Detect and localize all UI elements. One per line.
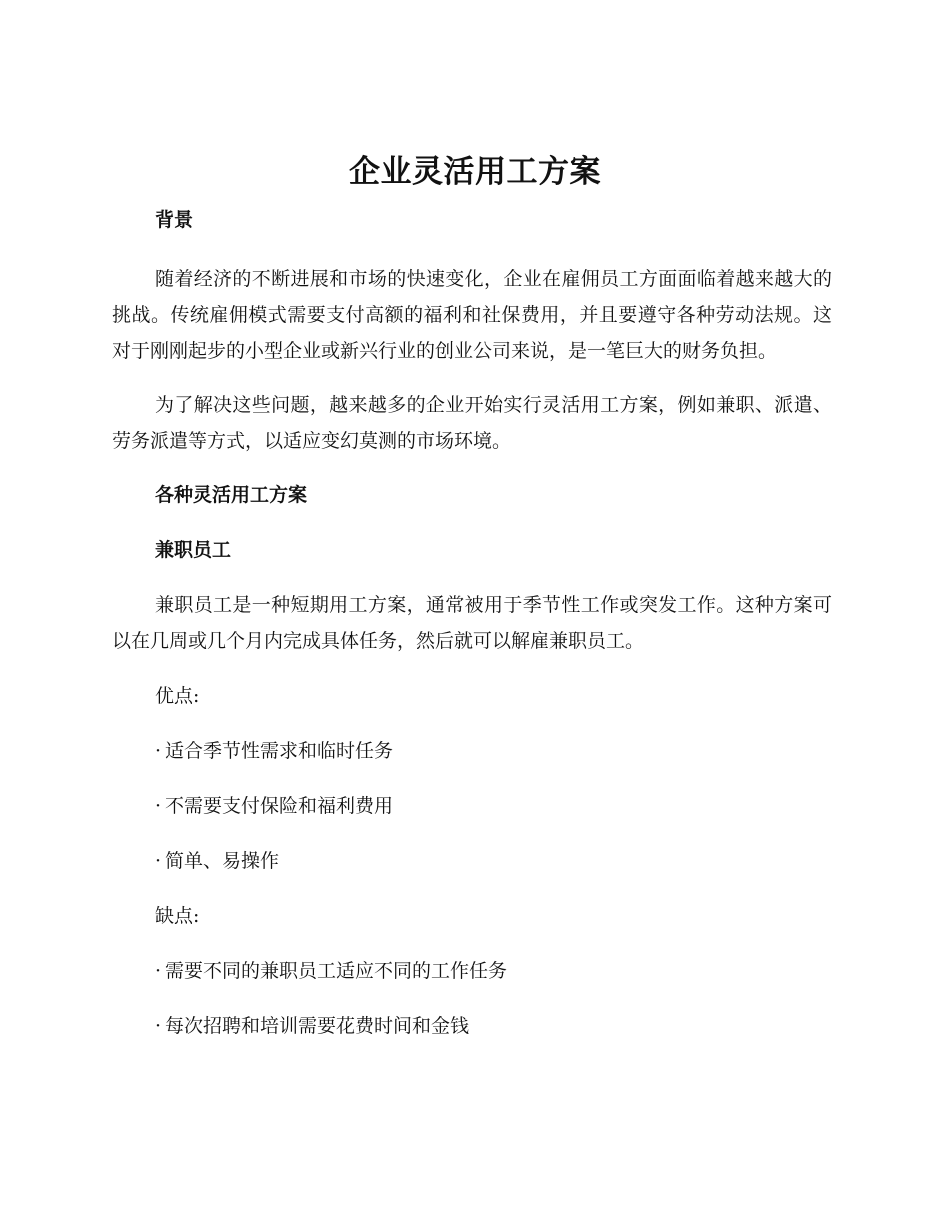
pros-list-item	[112, 843, 832, 879]
bullet-icon: ·	[155, 1015, 162, 1037]
bullet-icon: ·	[155, 960, 162, 982]
bullet-icon: ·	[155, 740, 162, 762]
bullet-icon: ·	[155, 795, 162, 817]
background-paragraph-2: 为了解决这些问题，越来越多的企业开始实行灵活用工方案，例如兼职、派遣、劳务派遣等方式，以适应变幻莫测的市场环境。	[112, 394, 832, 452]
pros-list-item	[112, 733, 832, 769]
section-heading-background: 背景	[155, 209, 194, 231]
pros-list-item	[112, 788, 832, 824]
document-title: 企业灵活用工方案	[349, 154, 601, 190]
cons-label: 缺点:	[155, 905, 200, 927]
subsection-heading-parttime: 兼职员工	[155, 539, 232, 561]
cons-list-item	[112, 953, 832, 989]
pros-item-text: 适合季节性需求和临时任务	[165, 740, 394, 762]
document-body	[112, 202, 832, 1044]
pros-label: 优点:	[155, 685, 200, 707]
bullet-icon: ·	[155, 850, 162, 872]
pros-item-text: 简单、易操作	[165, 850, 280, 872]
parttime-paragraph: 兼职员工是一种短期用工方案，通常被用于季节性工作或突发工作。这种方案可以在几周或几个月内完成具体任务，然后就可以解雇兼职员工。	[112, 594, 832, 652]
cons-item-text: 每次招聘和培训需要花费时间和金钱	[165, 1015, 470, 1037]
section-heading-schemes: 各种灵活用工方案	[155, 484, 308, 506]
background-paragraph-1: 随着经济的不断进展和市场的快速变化，企业在雇佣员工方面面临着越来越大的挑战。传统雇佣模式需要支付高额的福利和社保费用，并且要遵守各种劳动法规。这对于刚刚起步的小型企业或新兴行业的创业公司来说，是一笔巨大的财务负担。	[112, 268, 832, 362]
cons-list-item	[112, 1008, 832, 1044]
cons-item-text: 需要不同的兼职员工适应不同的工作任务	[165, 960, 508, 982]
pros-item-text: 不需要支付保险和福利费用	[165, 795, 394, 817]
